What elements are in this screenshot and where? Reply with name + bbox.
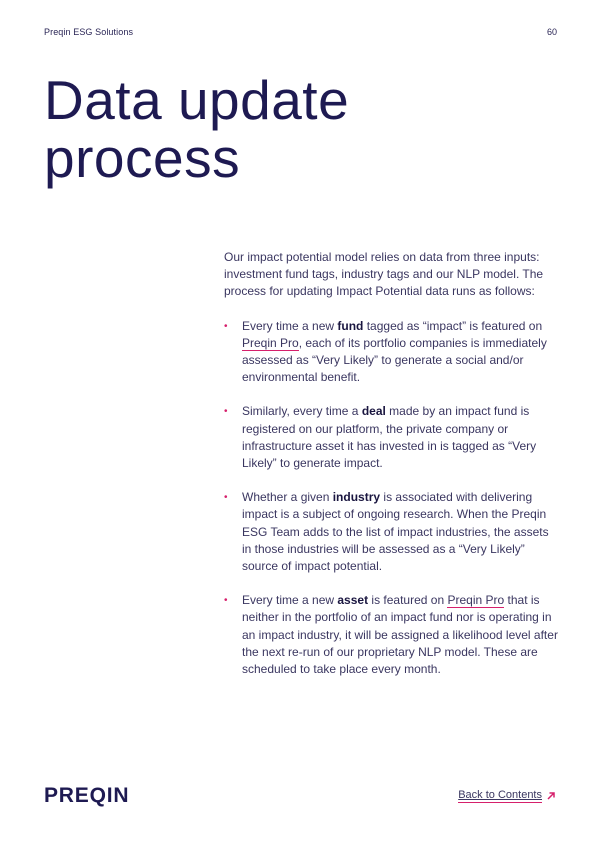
preqin-logo: PREQIN — [44, 784, 130, 807]
bullet-text: Every time a new — [242, 318, 338, 333]
bullet-text: tagged as “impact” is featured on — [363, 318, 543, 333]
bullet-keyword: fund — [337, 318, 364, 333]
page-title-line-1: Data update — [44, 69, 350, 131]
preqin-pro-link[interactable]: Preqin Pro — [447, 593, 505, 608]
bullet-text: is featured on — [368, 593, 448, 608]
bullet-keyword: deal — [361, 404, 386, 419]
preqin-pro-link[interactable]: Preqin Pro — [242, 335, 299, 350]
main-content — [224, 249, 560, 695]
bullet-icon: • — [224, 492, 228, 504]
bullet-text: Similarly, every time a — [242, 404, 362, 419]
bullet-list — [224, 318, 560, 679]
list-item-industry — [224, 489, 560, 575]
back-to-contents-label: Back to Contents — [458, 789, 542, 801]
bullet-icon: • — [224, 406, 228, 418]
page-number: 60 — [546, 27, 557, 37]
page-title — [44, 71, 464, 187]
bullet-keyword: asset — [337, 593, 369, 608]
bullet-text: made by an impact fund is registered on our platform, the private company or infrastructure asset it has invested in is tagged as “Very Likely” to generate impact. — [242, 404, 537, 471]
bullet-text: Whether a given — [242, 490, 333, 505]
intro-paragraph: Our impact potential model relies on data from three inputs: investment fund tags, industry tags and our NLP model. The process for updating Impact Potential data runs as follows: — [224, 250, 544, 299]
bullet-text: Every time a new — [242, 593, 338, 608]
bullet-text: that is neither in the portfolio of an impact fund nor is operating in an impact industry, it will be assigned a likelihood level after the next re-run of our proprietary NLP model. These are scheduled to take place every month. — [242, 593, 558, 677]
list-item-fund — [224, 318, 560, 387]
bullet-keyword: industry — [332, 490, 381, 505]
bullet-text: is associated with delivering impact is a subject of ongoing research. When the Preqin ESG Team adds to the list of impact industries, the assets in those industries will be assessed as a “Very Likely” source of impact potential. — [242, 490, 549, 574]
bullet-text: , each of its portfolio companies is immediately assessed as “Very Likely” to generate a social and/or environmental benefit. — [242, 335, 547, 385]
list-item-deal — [224, 403, 560, 472]
bullet-icon: • — [224, 595, 228, 607]
list-item-asset — [224, 592, 560, 678]
back-to-contents-link[interactable] — [458, 789, 556, 803]
arrow-up-right-icon — [546, 791, 556, 801]
bullet-icon: • — [224, 320, 228, 332]
header-title: Preqin ESG Solutions — [44, 27, 134, 37]
page-title-line-2: process — [44, 127, 241, 189]
